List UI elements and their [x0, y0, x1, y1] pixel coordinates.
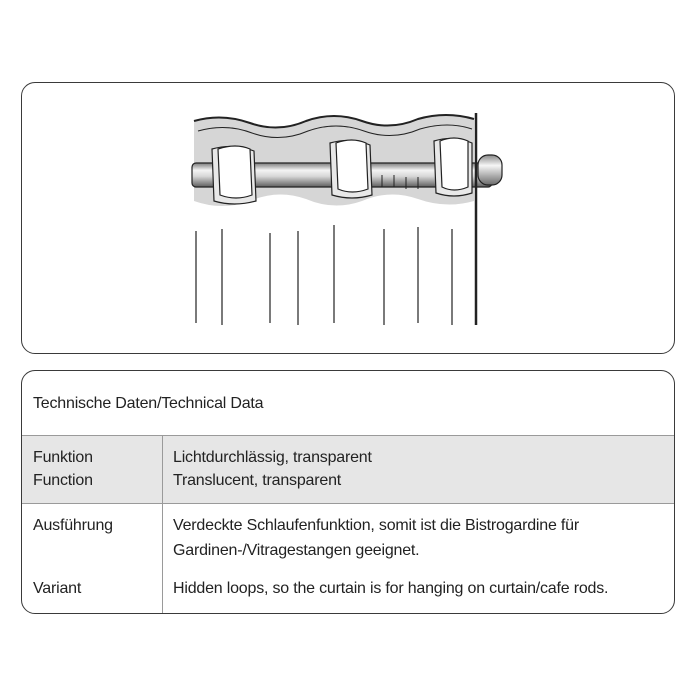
value-function: Translucent, transparent: [173, 472, 342, 489]
label-funktion: Funktion: [33, 449, 93, 466]
value-ausfuehrung-line2: Gardinen-/Vitragestangen geeignet.: [173, 542, 420, 559]
technical-data-title: Technische Daten/Technical Data: [33, 395, 264, 412]
technical-data-panel: [21, 370, 675, 614]
row-divider: [22, 503, 674, 504]
label-variant: Variant: [33, 580, 82, 597]
illustration-panel: [21, 82, 675, 354]
curtain-rod-illustration: [22, 83, 676, 355]
column-divider: [162, 436, 163, 614]
label-ausfuehrung: Ausführung: [33, 517, 113, 534]
value-variant: Hidden loops, so the curtain is for hanging on curtain/cafe rods.: [173, 580, 609, 597]
label-function: Function: [33, 472, 93, 489]
value-ausfuehrung-line1: Verdeckte Schlaufenfunktion, somit ist die Bistrogardine für: [173, 517, 580, 534]
value-funktion: Lichtdurchlässig, transparent: [173, 449, 372, 466]
rod-end-cap: [478, 155, 502, 185]
